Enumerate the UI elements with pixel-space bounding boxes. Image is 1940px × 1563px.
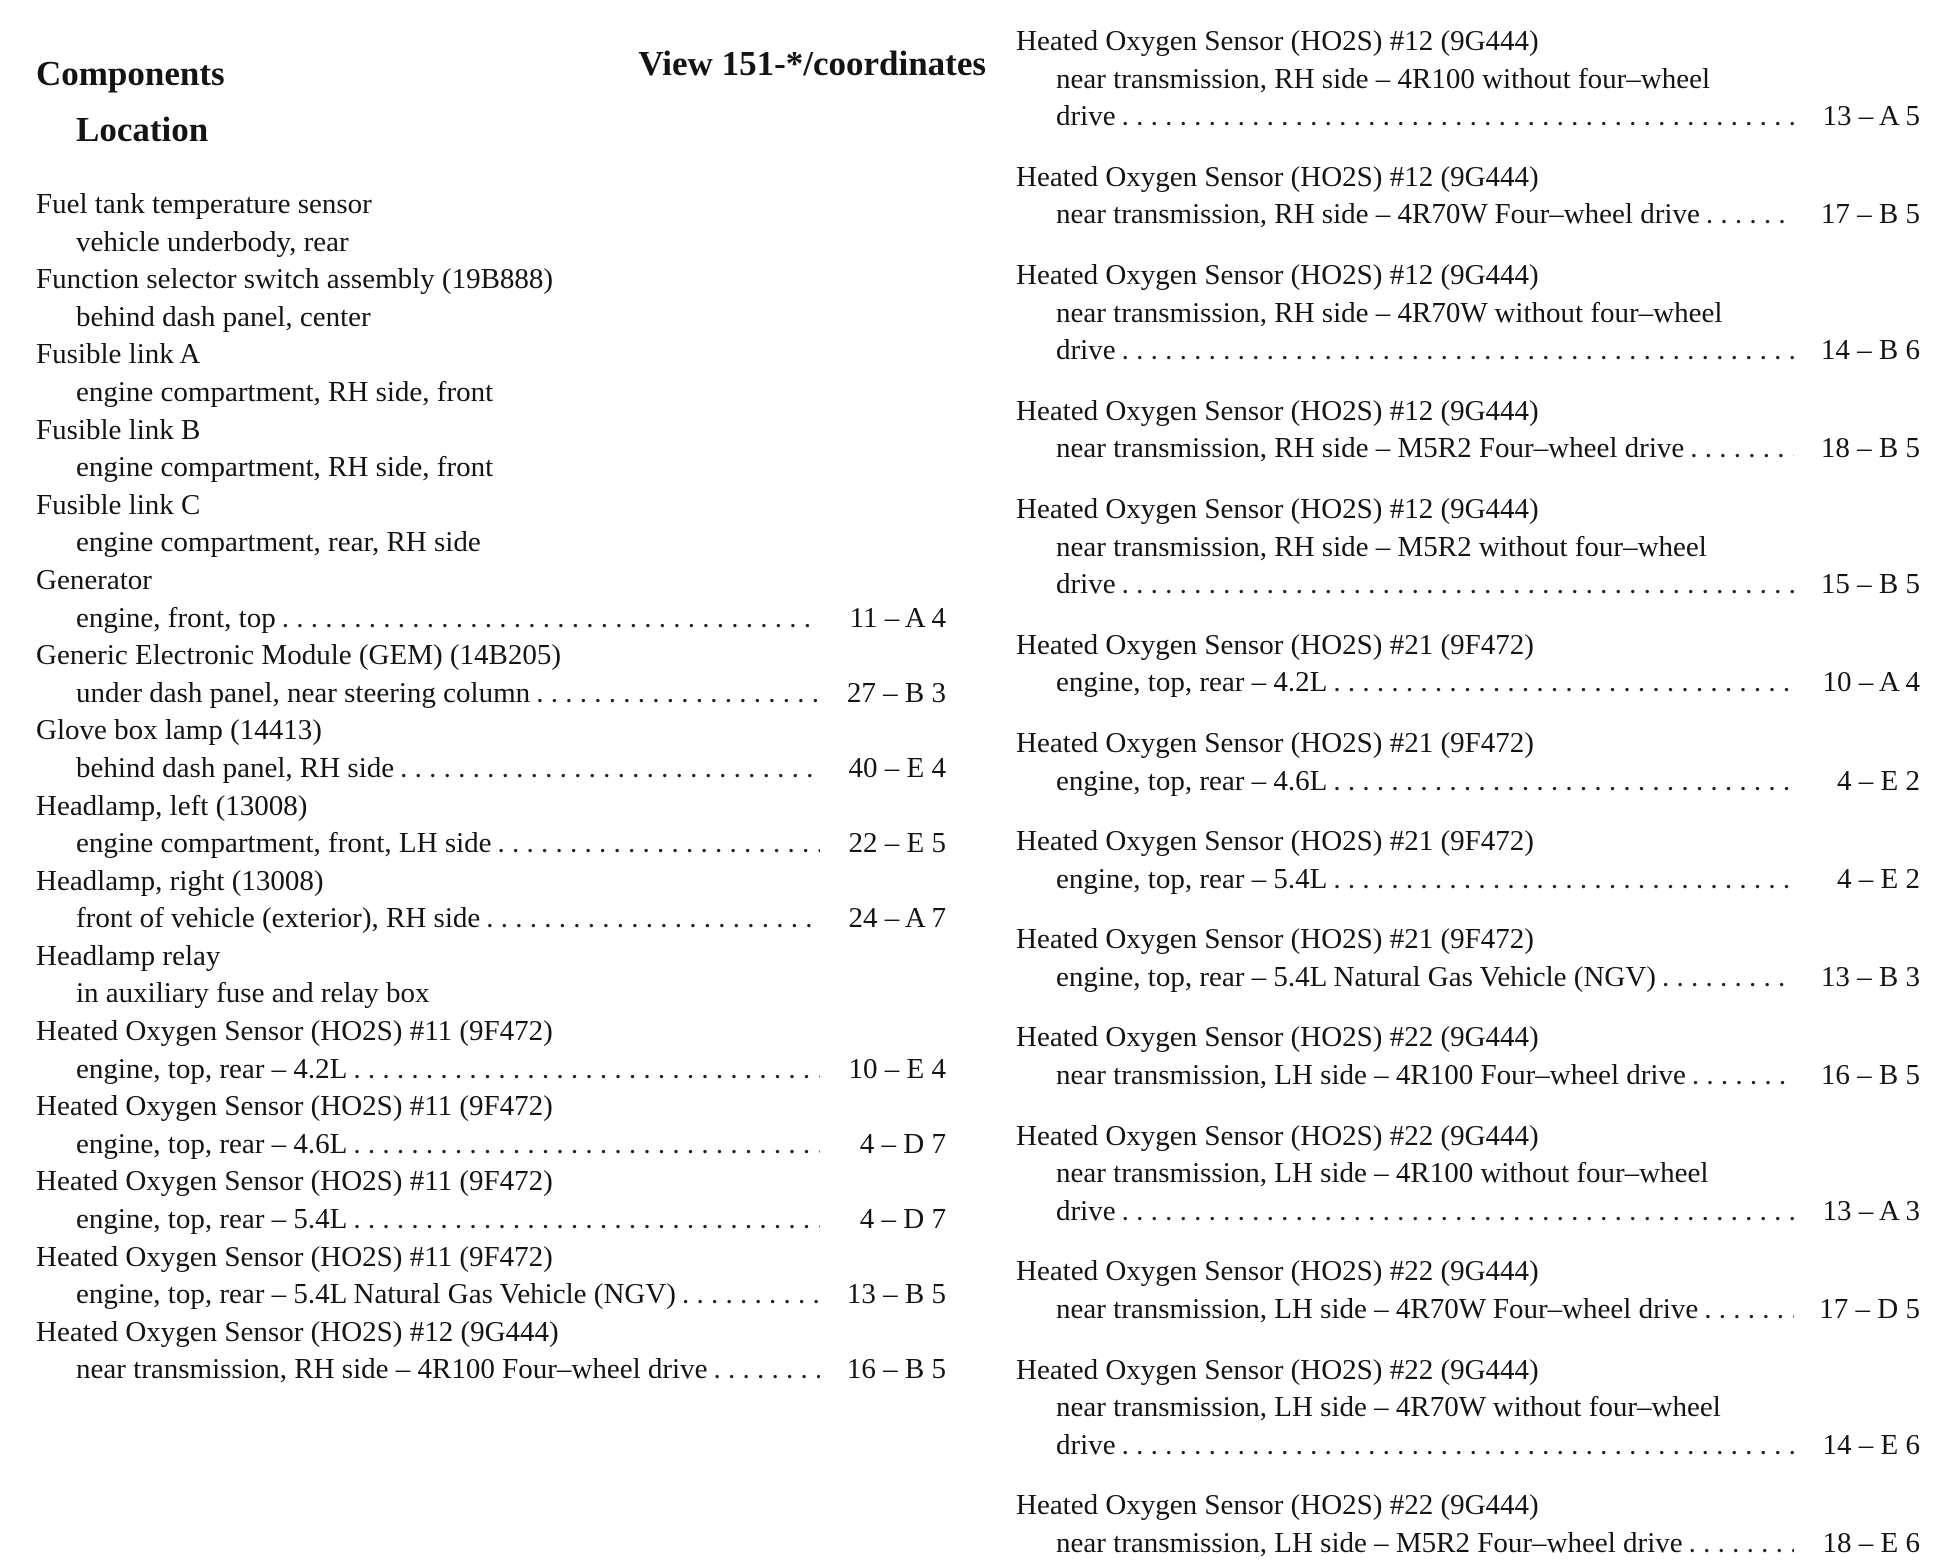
dot-leader <box>1333 861 1794 899</box>
dot-leader <box>1662 959 1794 997</box>
component-location-row <box>1016 196 1920 234</box>
component-name: Heated Oxygen Sensor (HO2S) #22 (9G444) <box>1016 1255 1539 1288</box>
component-name: Heated Oxygen Sensor (HO2S) #11 (9F472) <box>36 1240 553 1273</box>
component-location: near transmission, LH side – 4R70W Four–wheel drive <box>1056 1293 1699 1326</box>
component-location: near transmission, LH side – M5R2 Four–wheel drive <box>1056 1527 1683 1559</box>
view-coordinate: 27 – B 3 <box>846 676 946 709</box>
view-coordinate: 10 – A 4 <box>1822 666 1920 699</box>
component-entry <box>36 562 946 637</box>
component-name: Heated Oxygen Sensor (HO2S) #21 (9F472) <box>1016 726 1534 759</box>
component-location: vehicle underbody, rear <box>76 225 349 258</box>
view-coordinate: 16 – B 5 <box>846 1353 946 1386</box>
component-location: engine, top, rear – 4.6L <box>76 1127 348 1160</box>
component-location-continued <box>1016 566 1920 604</box>
component-name: Fusible link C <box>36 488 201 521</box>
view-coordinate: 24 – A 7 <box>848 902 946 935</box>
component-name: Heated Oxygen Sensor (HO2S) #22 (9G444) <box>1016 1119 1539 1152</box>
dot-leader <box>400 750 820 788</box>
component-name: Heated Oxygen Sensor (HO2S) #12 (9G444) <box>1016 492 1539 525</box>
component-name: Heated Oxygen Sensor (HO2S) #21 (9F472) <box>1016 628 1534 661</box>
component-location-row <box>1016 861 1920 899</box>
component-entry <box>1016 491 1920 604</box>
component-location: engine, top, rear – 5.4L Natural Gas Vehicle (NGV) <box>1056 960 1656 993</box>
component-entry <box>36 863 946 938</box>
component-location: drive <box>1056 1428 1116 1461</box>
view-coordinate: 18 – E 6 <box>1822 1527 1920 1559</box>
left-column <box>36 0 986 1389</box>
component-entry <box>36 412 946 487</box>
component-location-row <box>36 299 946 337</box>
component-location: engine, front, top <box>76 601 276 634</box>
component-entry <box>1016 921 1920 996</box>
component-name: Headlamp, left (13008) <box>36 789 308 822</box>
dot-leader <box>682 1276 820 1314</box>
dot-leader <box>1122 1427 1794 1465</box>
component-entry <box>36 186 946 261</box>
dot-leader <box>1690 430 1794 468</box>
view-coordinate: 4 – D 7 <box>859 1203 946 1236</box>
component-name: Generic Electronic Module (GEM) (14B205) <box>36 639 562 672</box>
component-location: near transmission, RH side – 4R70W Four–wheel drive <box>1056 198 1700 231</box>
component-location: engine compartment, front, LH side <box>76 827 492 860</box>
right-column <box>1016 0 1920 1563</box>
component-list-right <box>1016 23 1920 1563</box>
component-name: Headlamp relay <box>36 939 221 972</box>
component-location: engine compartment, rear, RH side <box>76 526 481 559</box>
component-location-row <box>36 675 946 713</box>
dot-leader <box>353 1201 820 1239</box>
component-location: engine, top, rear – 4.2L <box>76 1052 348 1085</box>
component-location-row <box>36 825 946 863</box>
component-name: Fuel tank temperature sensor <box>36 188 372 220</box>
component-name: Heated Oxygen Sensor (HO2S) #11 (9F472) <box>36 1090 553 1123</box>
view-coordinate: 15 – B 5 <box>1820 568 1920 601</box>
dot-leader <box>713 1351 820 1389</box>
component-entry <box>1016 1019 1920 1094</box>
component-name: Function selector switch assembly (19B888) <box>36 263 554 296</box>
component-location: engine compartment, RH side, front <box>76 451 494 484</box>
component-location-row <box>1016 664 1920 702</box>
dot-leader <box>1706 196 1794 234</box>
component-name: Heated Oxygen Sensor (HO2S) #11 (9F472) <box>36 1015 553 1048</box>
component-name: Headlamp, right (13008) <box>36 864 324 897</box>
dot-leader <box>1704 1291 1794 1329</box>
component-name: Fusible link A <box>36 338 201 371</box>
component-entry <box>36 261 946 336</box>
view-coordinate: 17 – D 5 <box>1819 1293 1920 1326</box>
component-location-row <box>36 1351 946 1389</box>
component-name: Heated Oxygen Sensor (HO2S) #22 (9G444) <box>1016 1021 1539 1054</box>
component-location: engine, top, rear – 4.2L <box>1056 666 1328 699</box>
component-name: Heated Oxygen Sensor (HO2S) #12 (9G444) <box>1016 25 1539 57</box>
component-entry <box>1016 725 1920 800</box>
component-location-row <box>36 1126 946 1164</box>
component-location-row <box>36 449 946 487</box>
dot-leader <box>353 1051 820 1089</box>
component-entry <box>36 637 946 712</box>
component-location-row <box>36 600 946 638</box>
view-coordinate: 4 – D 7 <box>859 1127 946 1160</box>
component-location-row <box>36 900 946 938</box>
column-header <box>36 0 986 186</box>
component-name: Heated Oxygen Sensor (HO2S) #11 (9F472) <box>36 1165 553 1198</box>
view-coordinate: 4 – E 2 <box>1837 862 1920 895</box>
dot-leader <box>1122 98 1794 136</box>
view-coordinate: 14 – B 6 <box>1820 334 1920 367</box>
component-entry <box>36 938 946 1013</box>
component-entry <box>36 712 946 787</box>
component-entry <box>36 1088 946 1163</box>
component-location-row <box>36 374 946 412</box>
dot-leader <box>1333 664 1794 702</box>
component-location-row <box>1016 1291 1920 1329</box>
component-entry <box>1016 1352 1920 1465</box>
component-name: Heated Oxygen Sensor (HO2S) #12 (9G444) <box>1016 394 1539 427</box>
view-coordinates-heading: View 151-*/coordinates <box>638 44 986 83</box>
view-coordinate: 13 – A 5 <box>1822 100 1920 133</box>
component-location-row <box>1016 1057 1920 1095</box>
dot-leader <box>1689 1525 1794 1563</box>
component-entry <box>1016 823 1920 898</box>
component-entry <box>36 1163 946 1238</box>
view-coordinate: 40 – E 4 <box>848 751 946 784</box>
component-location: behind dash panel, RH side <box>76 751 395 784</box>
component-location: behind dash panel, center <box>76 300 371 333</box>
component-location-row <box>1016 959 1920 997</box>
view-coordinate: 17 – B 5 <box>1820 198 1920 231</box>
dot-leader <box>1692 1057 1794 1095</box>
component-entry <box>1016 627 1920 702</box>
component-name: Heated Oxygen Sensor (HO2S) #12 (9G444) <box>1016 258 1539 291</box>
component-location-row <box>1016 1525 1920 1563</box>
component-location-row <box>36 750 946 788</box>
component-location: front of vehicle (exterior), RH side <box>76 902 481 935</box>
component-location-row <box>36 975 946 1013</box>
location-heading: Location <box>76 110 209 149</box>
components-heading: Components <box>36 54 225 93</box>
component-entry <box>1016 257 1920 370</box>
view-coordinate: 22 – E 5 <box>848 827 946 860</box>
component-location: near transmission, LH side – 4R100 Four–wheel drive <box>1056 1059 1686 1092</box>
component-location: engine, top, rear – 5.4L <box>76 1203 348 1236</box>
component-location: engine, top, rear – 5.4L <box>1056 862 1328 895</box>
component-entry <box>1016 1487 1920 1562</box>
dot-leader <box>486 900 820 938</box>
component-entry <box>1016 23 1920 136</box>
component-location: near transmission, RH side – 4R70W without four–wheel <box>1056 296 1723 329</box>
component-location: engine, top, rear – 4.6L <box>1056 764 1328 797</box>
component-entry <box>1016 393 1920 468</box>
component-location-continued <box>1016 98 1920 136</box>
component-name: Heated Oxygen Sensor (HO2S) #12 (9G444) <box>36 1315 559 1348</box>
component-name: Heated Oxygen Sensor (HO2S) #21 (9F472) <box>1016 923 1534 956</box>
component-name: Fusible link B <box>36 413 201 446</box>
view-coordinate: 18 – B 5 <box>1820 432 1920 465</box>
component-location-continued <box>1016 1193 1920 1231</box>
component-entry <box>36 1314 946 1389</box>
component-location: in auxiliary fuse and relay box <box>76 977 430 1010</box>
component-entry <box>36 1013 946 1088</box>
dot-leader <box>498 825 820 863</box>
dot-leader <box>1122 332 1794 370</box>
view-coordinate: 13 – A 3 <box>1822 1194 1920 1227</box>
component-location: near transmission, RH side – M5R2 without four–wheel <box>1056 530 1707 563</box>
component-name: Generator <box>36 563 152 596</box>
component-location-row <box>36 1276 946 1314</box>
component-location-row <box>36 1051 946 1089</box>
component-location: drive <box>1056 334 1116 367</box>
view-coordinate: 16 – B 5 <box>1820 1059 1920 1092</box>
component-name: Heated Oxygen Sensor (HO2S) #12 (9G444) <box>1016 160 1539 193</box>
component-location: drive <box>1056 100 1116 133</box>
component-location: near transmission, RH side – 4R100 Four–wheel drive <box>76 1353 708 1386</box>
component-location: near transmission, LH side – 4R100 without four–wheel <box>1056 1157 1709 1190</box>
dot-leader <box>536 675 820 713</box>
dot-leader <box>1122 566 1794 604</box>
view-coordinate: 13 – B 3 <box>1820 960 1920 993</box>
component-location: near transmission, RH side – 4R100 without four–wheel <box>1056 62 1711 95</box>
component-entry <box>1016 1253 1920 1328</box>
component-name: Heated Oxygen Sensor (HO2S) #22 (9G444) <box>1016 1489 1539 1522</box>
dot-leader <box>1333 763 1794 801</box>
component-name: Heated Oxygen Sensor (HO2S) #21 (9F472) <box>1016 825 1534 858</box>
view-coordinate: 10 – E 4 <box>848 1052 946 1085</box>
component-entry <box>36 788 946 863</box>
component-name: Heated Oxygen Sensor (HO2S) #22 (9G444) <box>1016 1353 1539 1386</box>
view-coordinate: 11 – A 4 <box>849 601 946 634</box>
component-entry <box>1016 159 1920 234</box>
component-entry <box>36 336 946 411</box>
component-location-row <box>1016 763 1920 801</box>
component-location: drive <box>1056 568 1116 601</box>
view-coordinate: 13 – B 5 <box>846 1278 946 1311</box>
component-location: near transmission, RH side – M5R2 Four–wheel drive <box>1056 432 1685 465</box>
component-location-row <box>36 1201 946 1239</box>
component-location: near transmission, LH side – 4R70W without four–wheel <box>1056 1391 1721 1424</box>
dot-leader <box>1122 1193 1794 1231</box>
component-location: engine, top, rear – 5.4L Natural Gas Vehicle (NGV) <box>76 1278 676 1311</box>
component-name: Glove box lamp (14413) <box>36 714 322 747</box>
component-entry <box>36 487 946 562</box>
component-location: under dash panel, near steering column <box>76 676 531 709</box>
component-location-continued <box>1016 332 1920 370</box>
dot-leader <box>353 1126 820 1164</box>
component-entry <box>36 1239 946 1314</box>
component-location: engine compartment, RH side, front <box>76 375 494 408</box>
view-coordinate: 4 – E 2 <box>1837 764 1920 797</box>
component-location-row <box>36 224 946 262</box>
view-coordinate: 14 – E 6 <box>1822 1428 1920 1461</box>
component-location-row <box>1016 430 1920 468</box>
component-location-row <box>36 524 946 562</box>
component-list-left <box>36 186 946 1389</box>
component-entry <box>1016 1118 1920 1231</box>
component-location-continued <box>1016 1427 1920 1465</box>
component-location: drive <box>1056 1194 1116 1227</box>
dot-leader <box>282 600 820 638</box>
